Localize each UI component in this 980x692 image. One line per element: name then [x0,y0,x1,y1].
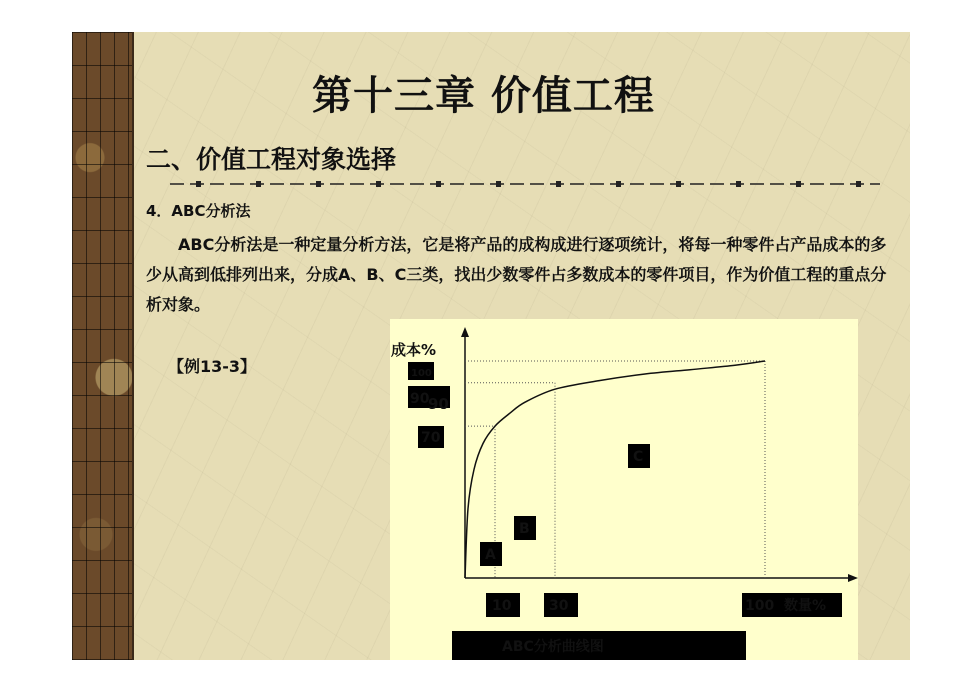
x-tick-label: 10 [492,598,512,614]
decorative-sidebar [72,32,134,660]
section-heading: 二、价值工程对象选择 [146,145,397,174]
example-label: 【例13-3】 [168,357,257,376]
abc-curve [465,361,765,578]
method-subheading: 4．ABC分析法 [146,202,251,220]
y-axis-title: 成本% [391,341,437,359]
x-tick-label: 100 [745,598,775,614]
abc-chart [390,319,858,660]
region-label-a: A [485,547,496,563]
dashed-divider [170,180,880,188]
y-tick-label: 70 [421,430,441,446]
region-label-b: B [519,521,530,537]
y-tick-label: 90 [410,391,430,407]
region-label-c: C [633,449,644,465]
y-tick-label: 90 [428,395,449,413]
slide-title: 第十三章 价值工程 [312,73,655,119]
chart-caption: ABC分析曲线图 [502,639,604,655]
x-tick-label: 30 [549,598,569,614]
x-axis-arrow [848,574,858,582]
slide [72,32,910,660]
abc-chart-area [390,319,858,660]
y-tick-label: 100 [411,368,432,379]
y-axis-arrow [461,327,469,337]
description-paragraph: ABC分析法是一种定量分析方法，它是将产品的成构成进行逐项统计，将每一种零件占产品成本的多少从高到低排列出来，分成A、B、C三类，找出少数零件占多数成本的零件项目，作为价值工程的重点分析对象。 [146,235,887,314]
x-axis-title: 数量% [784,598,827,614]
